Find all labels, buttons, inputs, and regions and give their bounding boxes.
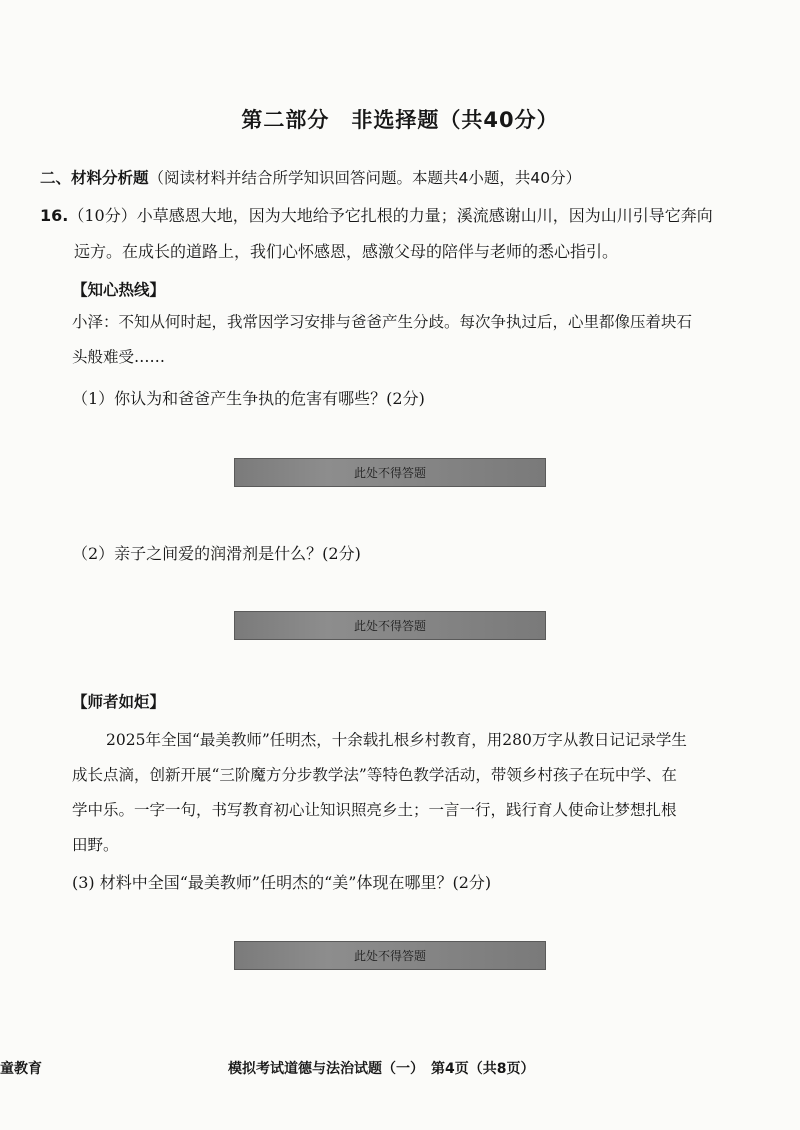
teacher-line4: 田野。 [72, 836, 119, 854]
teacher-line2: 成长点滴，创新开展“三阶魔方分步教学法”等特色教学活动，带领乡村孩子在玩中学、在 [72, 766, 677, 784]
no-answer-zone-3 [234, 941, 546, 970]
no-answer-zone-1 [234, 458, 546, 487]
section-label: 二、材料分析题 [40, 169, 149, 187]
hotline-heading: 【知心热线】 [72, 281, 166, 299]
question-1: （1）你认为和爸爸产生争执的危害有哪些？(2分) [72, 389, 425, 408]
hotline-material [72, 305, 760, 375]
teacher-material [72, 723, 760, 863]
footer-left: 童教育 [0, 1061, 42, 1077]
hotline-line2: 头般难受…… [72, 348, 166, 366]
footer-center: 模拟考试道德与法治试题（一） 第4页（共8页） [228, 1061, 535, 1077]
page-title: 第二部分 非选择题（共40分） [241, 108, 559, 132]
question-2: （2）亲子之间爱的润滑剂是什么？(2分) [72, 544, 361, 563]
section-heading [40, 166, 760, 188]
no-answer-label: 此处不得答题 [353, 619, 426, 633]
question-number: 16. [40, 206, 69, 225]
section-note: （阅读材料并结合所学知识回答问题。本题共4小题，共40分） [148, 169, 582, 187]
question-3: (3) 材料中全国“最美教师”任明杰的“美”体现在哪里？(2分) [72, 873, 492, 892]
hotline-line1: 小泽：不知从何时起，我常因学习安排与爸爸产生分歧。每次争执过后，心里都像压着块石 [72, 313, 693, 331]
teacher-heading: 【师者如炬】 [72, 693, 166, 711]
no-answer-zone-2 [234, 611, 546, 640]
question-16-line2: 远方。在成长的道路上，我们心怀感恩，感激父母的陪伴与老师的悉心指引。 [74, 242, 619, 261]
question-16-line1: （10分）小草感恩大地，因为大地给予它扎根的力量；溪流感谢山川，因为山川引导它奔向 [68, 206, 713, 225]
teacher-line1: 2025年全国“最美教师”任明杰，十余载扎根乡村教育，用280万字从教日记记录学生 [106, 731, 687, 749]
no-answer-label: 此处不得答题 [353, 949, 426, 963]
question-16-stem [40, 198, 760, 270]
no-answer-label: 此处不得答题 [353, 466, 426, 480]
teacher-line3: 学中乐。一字一句，书写教育初心让知识照亮乡土；一言一行，践行育人使命让梦想扎根 [72, 801, 677, 819]
